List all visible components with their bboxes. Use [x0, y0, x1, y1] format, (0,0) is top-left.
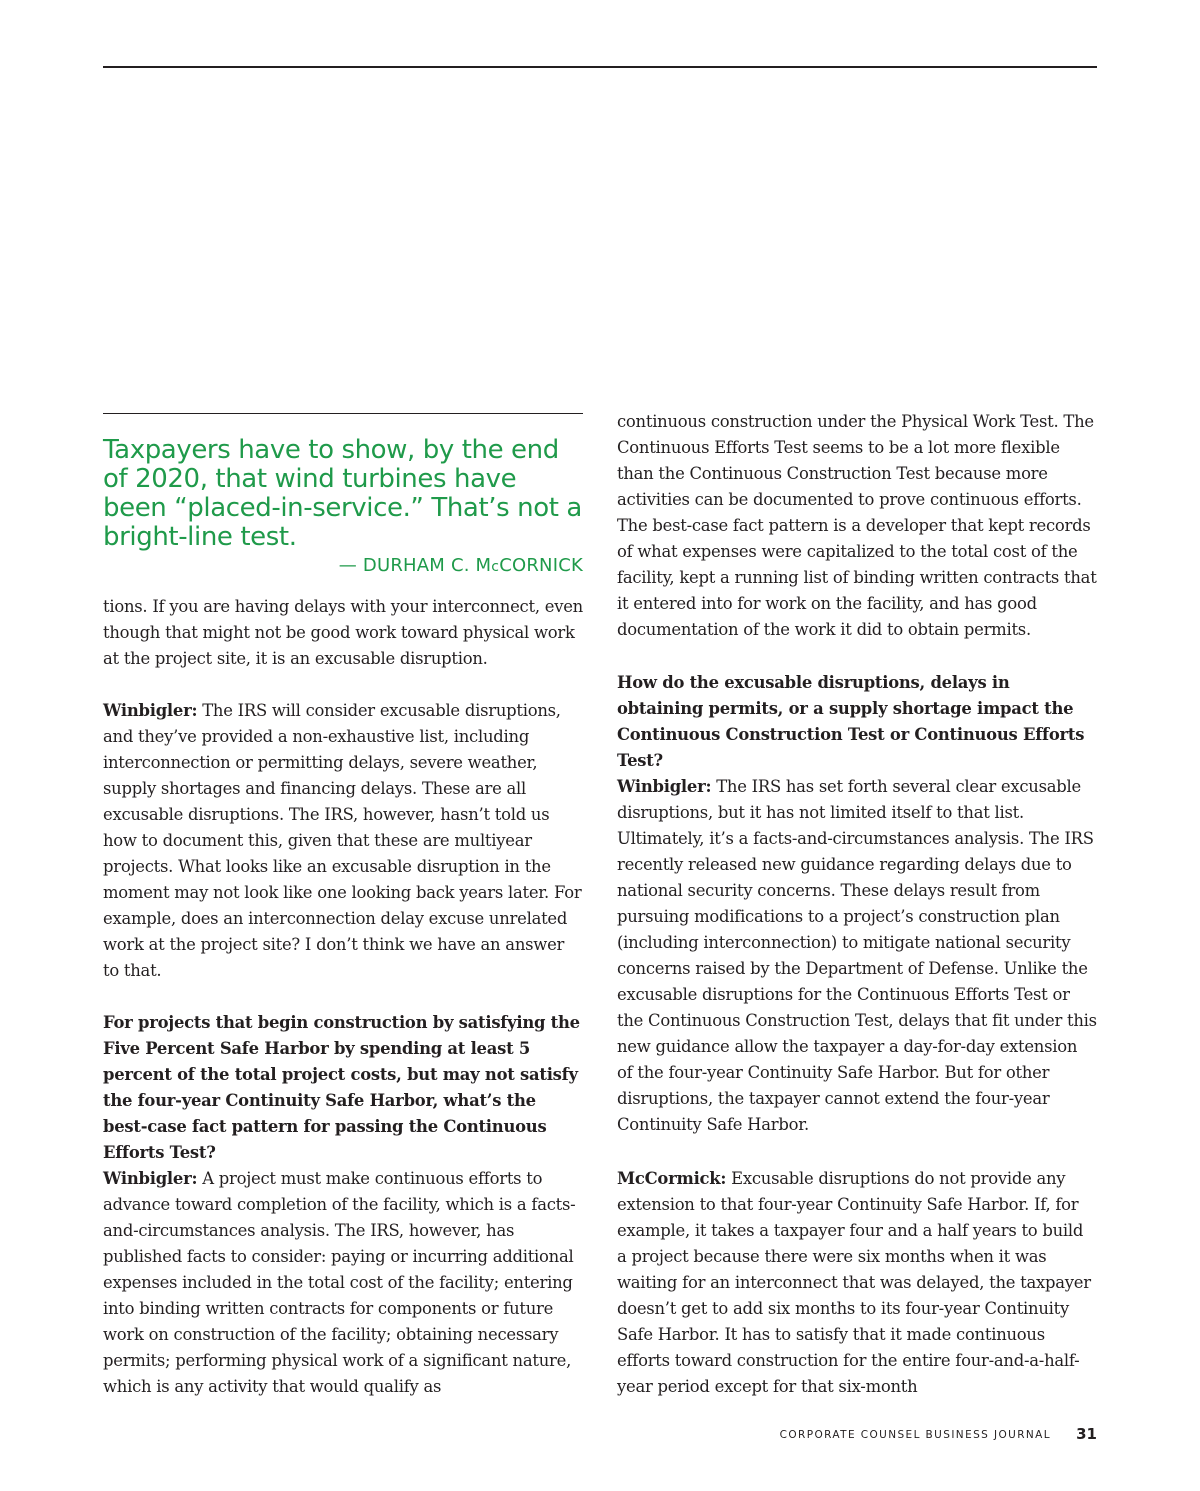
left-p3	[103, 1166, 583, 1400]
right-q1-text: How do the excusable disruptions, delays in obtaining permits, or a supply shortage impact the Continuous Construction Test or Continuous Efforts Test?	[617, 673, 1085, 770]
pull-quote-rule	[103, 413, 583, 414]
left-question-1	[103, 1010, 583, 1166]
left-p2	[103, 698, 583, 984]
right-p2-text: The IRS has set forth several clear excusable disruptions, but it has not limited itself to that list. Ultimately, it’s a facts-and-circumstances analysis. The IRS recently released new guidance regarding delays due to national security concerns. These delays result from pursuing modifications to a project’s construction plan (including interconnection) to mitigate national security concerns raised by the Department of Defense. Unlike the excusable disruptions for the Continuous Efforts Test or the Continuous Construction Test, delays that fit under this new guidance allow the taxpayer a day-for-day extension of the four-year Continuity Safe Harbor. But for other disruptions, the taxpayer cannot extend the four-year Continuity Safe Harbor.	[617, 777, 1097, 1134]
left-p1-text: tions. If you are having delays with your interconnect, even though that might not be good work toward physical work at the project site, it is an excusable disruption.	[103, 597, 583, 668]
attribution-main: — DURHAM C. M	[338, 555, 492, 576]
attribution-small: c	[491, 559, 500, 575]
right-p2	[617, 774, 1097, 1138]
pull-quote-attribution	[103, 554, 583, 579]
right-p3-text: Excusable disruptions do not provide any extension to that four-year Continuity Safe Harbor. If, for example, it takes a taxpayer four and a half years to build a project because there were six months when it was waiting for an interconnect that was delayed, the taxpayer doesn’t get to add six months to its four-year Continuity Safe Harbor. It has to satisfy that it made continuous efforts toward construction for the entire four-and-a-half-year period except for that six-month	[617, 1169, 1091, 1396]
left-paragraph-1	[103, 594, 583, 672]
left-p3-text: A project must make continuous efforts to advance toward completion of the facility, which is a facts-and-circumstances analysis. The IRS, however, has published facts to consider: paying or incurring additional expenses included in the total cost of the facility; entering into binding written contracts for components or future work on construction of the facility; obtaining necessary permits; performing physical work of a significant nature, which is any activity that would qualify as	[103, 1169, 576, 1396]
left-paragraph-3	[103, 1166, 583, 1400]
right-p1-text: continuous construction under the Physical Work Test. The Continuous Efforts Test seems to be a lot more flexible than the Continuous Construction Test because more activities can be documented to prove continuous efforts. The best-case fact pattern is a developer that kept records of what expenses were capitalized to the total cost of the facility, kept a running list of binding written contracts that it entered into for work on the facility, and has good documentation of the work it did to obtain permits.	[617, 412, 1097, 639]
speaker-label: Winbigler:	[103, 1169, 198, 1188]
left-p2-text: The IRS will consider excusable disruptions, and they’ve provided a non-exhaustive list, including interconnection or permitting delays, severe weather, supply shortages and financing delays. These are all excusable disruptions. The IRS, however, hasn’t told us how to document this, given that these are multiyear projects. What looks like an excusable disruption in the moment may not look like one looking back years later. For example, does an interconnection delay excuse unrelated work at the project site? I don’t think we have an answer to that.	[103, 701, 582, 980]
left-paragraph-2	[103, 698, 583, 984]
top-rule	[103, 66, 1097, 68]
pull-quote: Taxpayers have to show, by the end of 2020, that wind turbines have been “placed-in-service.” That’s not a bright-line test.	[103, 435, 582, 552]
left-q1-text: For projects that begin construction by satisfying the Five Percent Safe Harbor by spending at least 5 percent of the total project costs, but may not satisfy the four-year Continuity Safe Harbor, what’s the best-case fact pattern for passing the Continuous Efforts Test?	[103, 1013, 580, 1162]
right-paragraph-3	[617, 1166, 1097, 1400]
speaker-label: Winbigler:	[617, 777, 712, 796]
right-p3	[617, 1166, 1097, 1400]
speaker-label: Winbigler:	[103, 701, 198, 720]
right-paragraph-2	[617, 774, 1097, 1138]
attribution-rest: CORNICK	[499, 555, 583, 576]
footer-page-number: 31	[1076, 1425, 1097, 1443]
right-paragraph-1	[617, 409, 1097, 643]
right-question-1	[617, 670, 1097, 774]
speaker-label: McCormick:	[617, 1169, 727, 1188]
footer-publication: CORPORATE COUNSEL BUSINESS JOURNAL	[779, 1429, 1051, 1441]
